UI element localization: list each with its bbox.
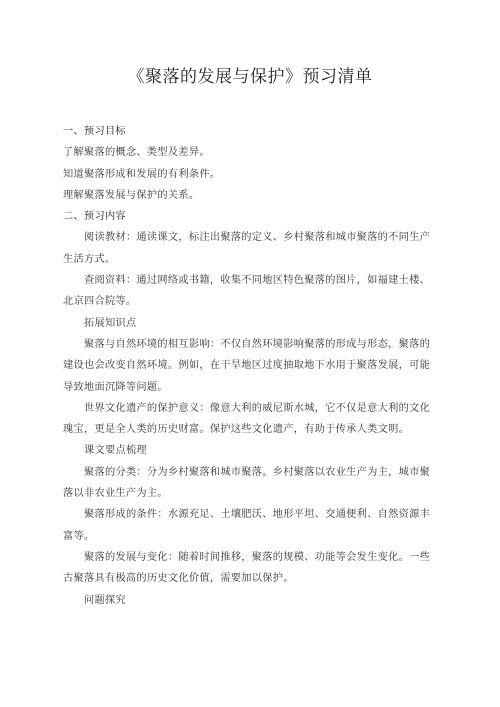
paragraph-classification: 聚落的分类：分为乡村聚落和城市聚落。乡村聚落以农业生产为主，城市聚落以非农业生产为主。 [63,466,431,500]
subheading-keypoints: 课文要点梳理 [84,445,147,457]
paragraph-conditions: 聚落形成的条件：水源充足、土壤肥沃、地形平坦、交通便利、自然资源丰富等。 [63,509,431,542]
goal-item: 理解聚落发展与保护的关系。 [63,189,200,201]
document-body [63,121,435,611]
section-heading-goals: 一、预习目标 [63,126,126,137]
subheading-extension: 拓展知识点 [84,317,137,329]
paragraph-heritage: 世界文化遗产的保护意义：像意大利的威尼斯水城，它不仅是意大利的文化瑰宝，更是全人类的历史财富。保护这些文化遗产，有助于传承人类文明。 [63,402,431,436]
section-heading-content: 二、预习内容 [63,211,126,223]
paragraph-environment: 聚落与自然环境的相互影响：不仅自然环境影响聚落的形成与形态，聚落的建设也会改变自然环境。例如，在干旱地区过度抽取地下水用于聚落发展，可能导致地面沉降等问题。 [63,338,431,393]
paragraph-reading: 阅读教材：通读课文，标注出聚落的定义、乡村聚落和城市聚落的不同生产生活方式。 [63,232,431,265]
goal-item: 了解聚落的概念、类型及差异。 [63,147,210,159]
paragraph-development: 聚落的发展与变化：随着时间推移，聚落的规模、功能等会发生变化。一些古聚落具有极高的历史文化价值，需要加以保护。 [63,551,431,585]
goal-item: 知道聚落形成和发展的有利条件。 [63,168,221,180]
page-title: 《聚落的发展与保护》预习清单 [127,67,373,87]
subheading-inquiry: 问题探究 [84,594,126,606]
paragraph-research: 查阅资料：通过网络或书籍，收集不同地区特色聚落的图片，如福建土楼、北京四合院等。 [63,275,431,308]
